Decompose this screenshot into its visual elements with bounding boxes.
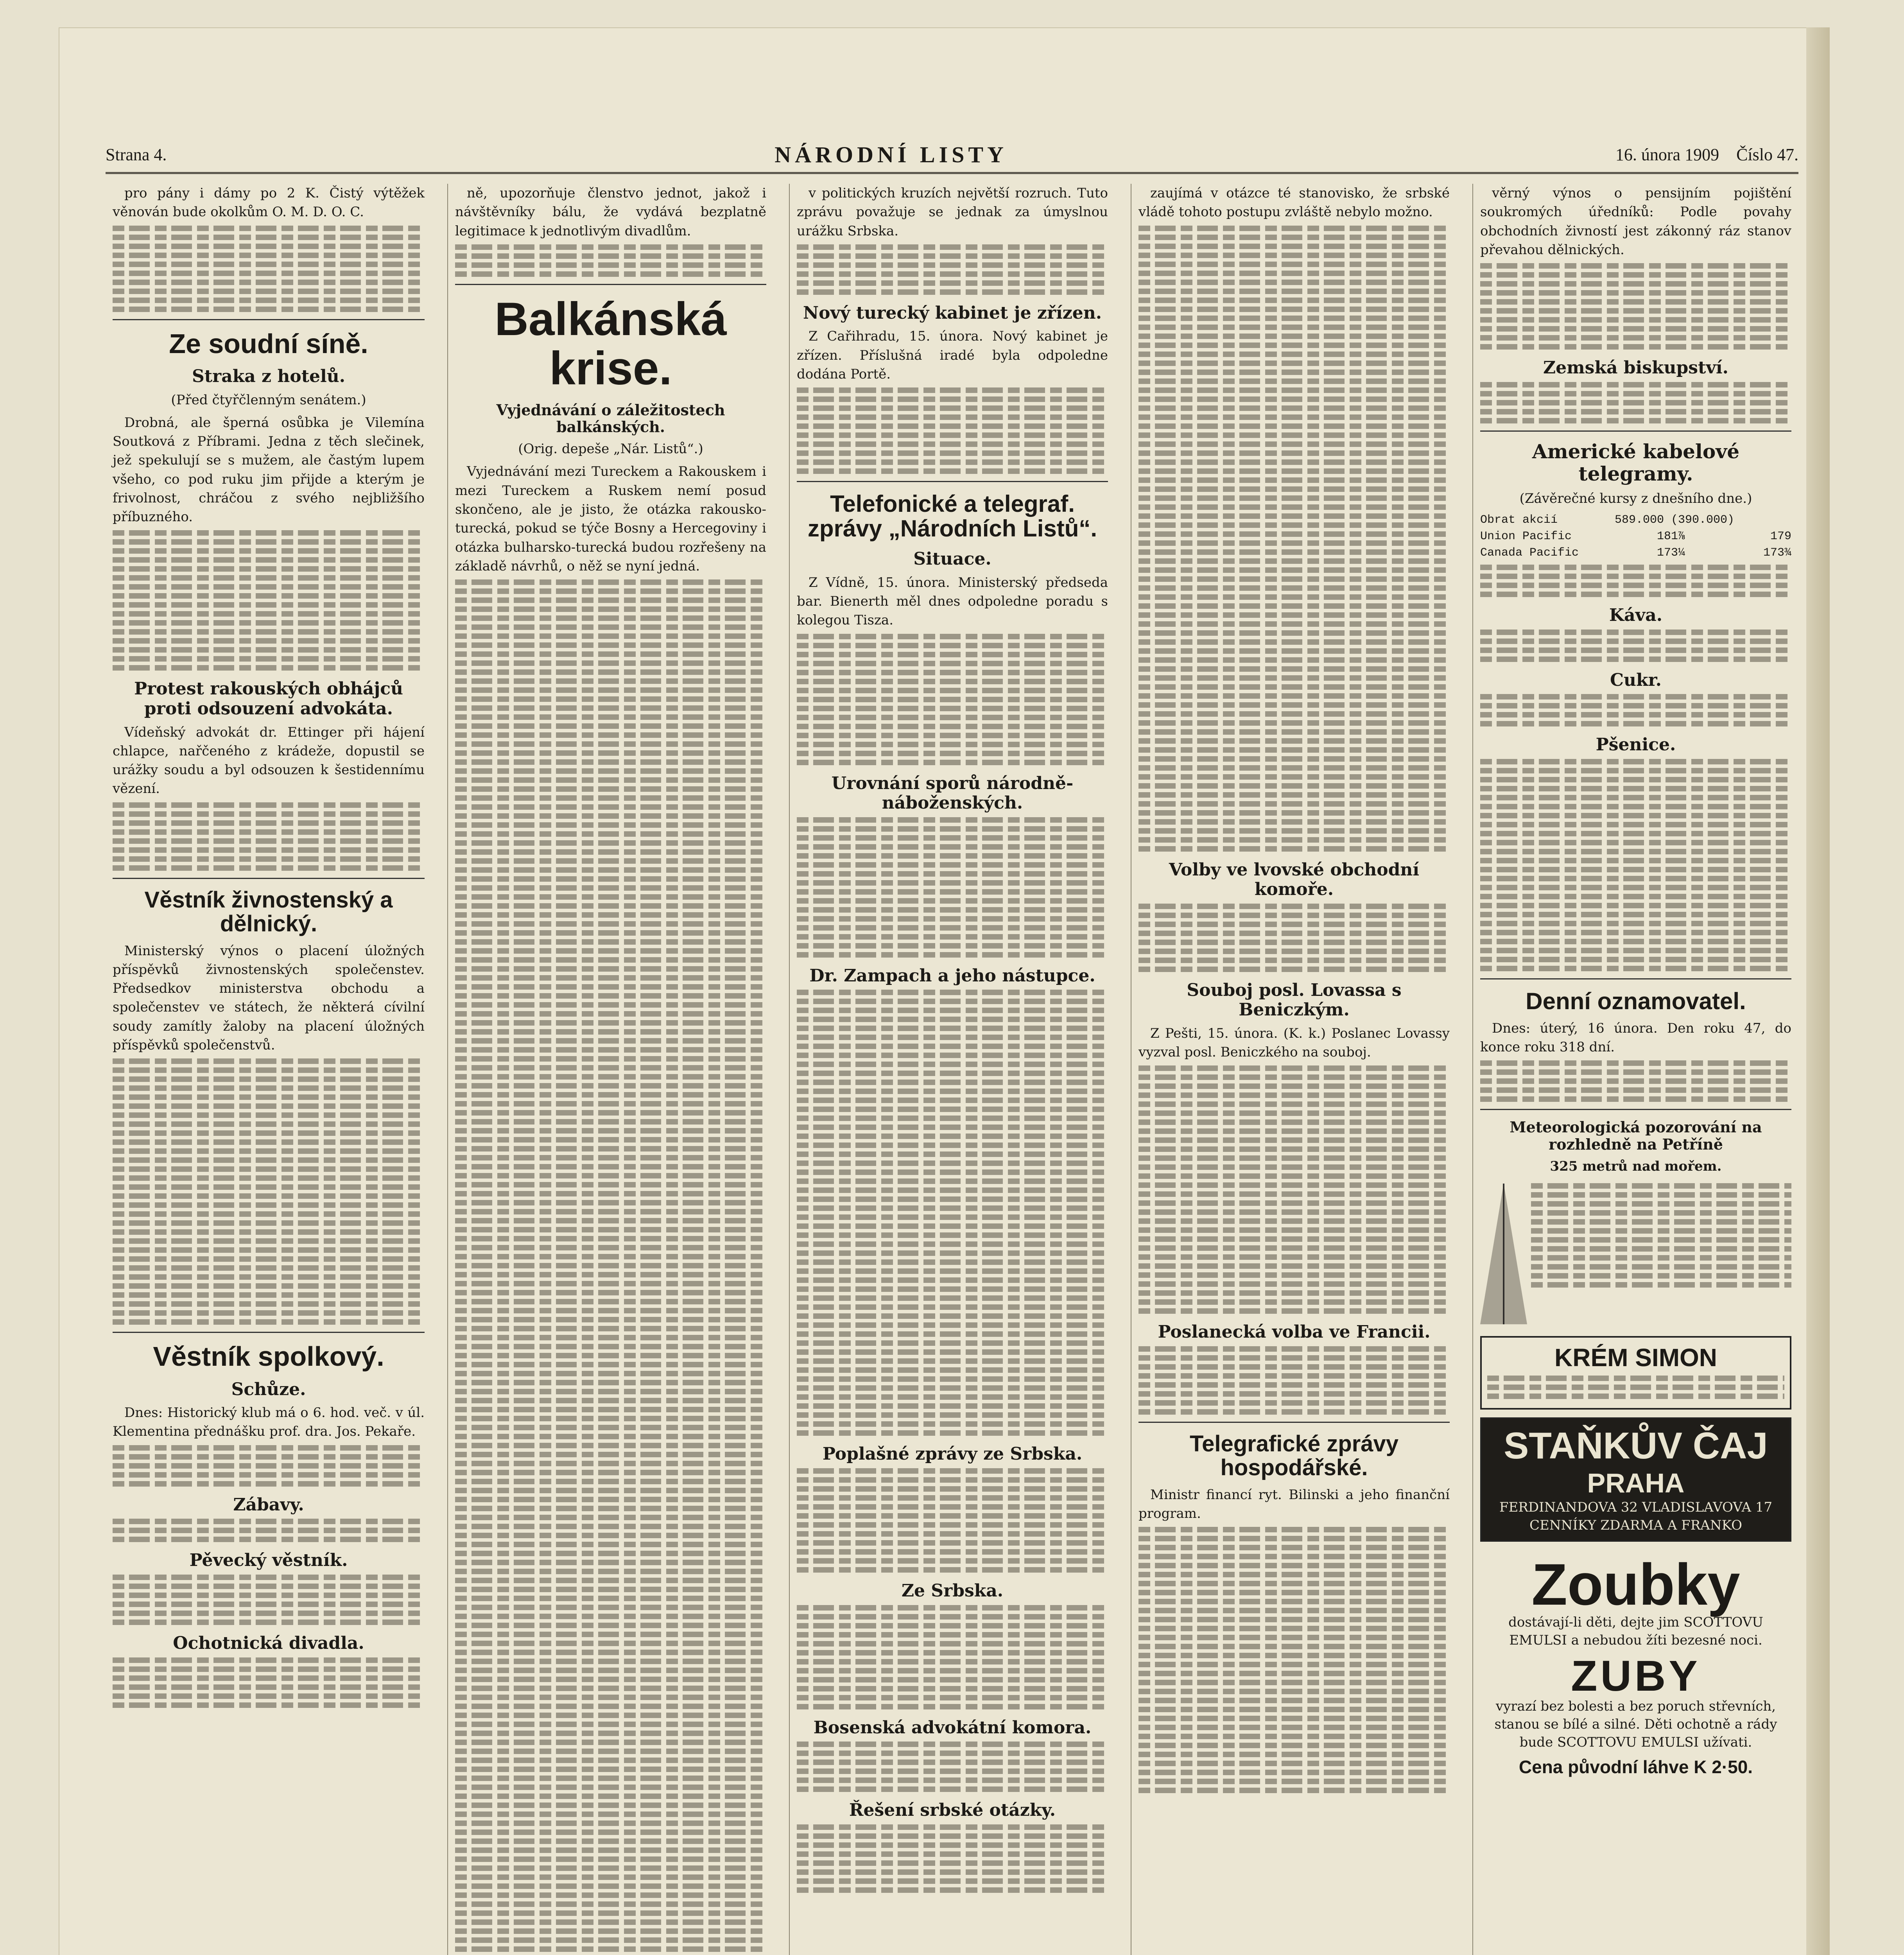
article-heading: Zábavy.: [233, 1494, 304, 1515]
article-heading: Souboj posl. Lovassa s Beniczkým.: [1187, 980, 1402, 1020]
stock-cell: 173¾: [1763, 546, 1791, 560]
article-heading: Meteorologická pozorování na rozhledně na Petříně: [1510, 1118, 1762, 1153]
article-heading: Poplašné zprávy ze Srbska.: [822, 1444, 1083, 1464]
stock-cell: 179: [1770, 529, 1791, 543]
section-heading: Ze soudní síně.: [169, 328, 368, 359]
article-text: ně, upozorňuje členstvo jednot, jakož i návštěvníky bálu, že vydává bezplatně legitimace k jednotlivým divadlům.: [455, 185, 766, 239]
issue-number: Číslo 47.: [1736, 145, 1798, 164]
article-heading: Urovnání sporů národně-náboženských.: [831, 773, 1074, 813]
article-text: Z Vídně, 15. února. Ministerský předseda bar. Bienerth měl dnes odpoledne poradu s kolegou Tisza.: [797, 574, 1108, 628]
ad-krem-simon: [1480, 1336, 1791, 1410]
article-subheading: (Závěrečné kursy z dnešního dne.): [1519, 490, 1752, 506]
article-text: Ministerský výnos o placení úložných příspěvků živnostenských společenstev. Předsedkov ministerstva obchodu a společenstev ve státech, že některá cívilní soudy zamítly žaloby na placení úložných příspěvků společenstvů.: [113, 943, 425, 1053]
article-heading: Bosenská advokátní komora.: [813, 1717, 1092, 1738]
article-text: Z Pešti, 15. února. (K. k.) Poslanec Lovassy vyzval posl. Beniczkého na souboj.: [1138, 1025, 1450, 1060]
stock-table: [1480, 512, 1791, 561]
masthead: [106, 137, 1798, 174]
ad-scottova-emulse: [1480, 1550, 1791, 1783]
article-subheading: 325 metrů nad mořem.: [1550, 1158, 1722, 1174]
ad-title: Zoubky: [1531, 1551, 1740, 1617]
article-heading: Schůze.: [231, 1379, 306, 1399]
columns: [106, 184, 1798, 1955]
article-text: Dnes: úterý, 16 února. Den roku 47, do konce roku 318 dní.: [1480, 1020, 1791, 1055]
article-heading: Pěvecký věstník.: [189, 1550, 348, 1571]
column-4: [1131, 184, 1457, 1955]
article-heading: Ochotnická divadla.: [173, 1633, 364, 1653]
section-heading: Denní oznamovatel.: [1526, 988, 1746, 1014]
article-heading: Cukr.: [1610, 670, 1662, 690]
article-heading: Straka z hotelů.: [192, 366, 346, 387]
article-text: Drobná, ale šperná osůbka je Vilemína Soutková z Příbrami. Jedna z těch slečinek, jež spekulují se s mužem, ale častým lupem všeho, co pod ruku jim přijde a kterým je frivolnost, chráčou z svého nejbližšího příbuzného.: [113, 414, 425, 525]
ad-text: dostávají-li děti, dejte jim SCOTTOVU EMULSI a nebudou žíti bezesné noci.: [1508, 1614, 1763, 1648]
article-heading: Pšenice.: [1596, 735, 1676, 755]
date-issue: [1615, 145, 1798, 165]
article-subheading: (Orig. depeše „Nár. Listů“.): [518, 441, 703, 457]
article-heading: Nový turecký kabinet je zřízen.: [803, 303, 1102, 323]
issue-date: 16. února 1909: [1615, 145, 1719, 164]
newspaper-page: [59, 27, 1830, 1955]
ad-text: vyrazí bez bolesti a bez poruch střevních, stanou se bílé a silné. Děti ochotně a rády bude SCOTTOVU EMULSI užívati.: [1494, 1699, 1777, 1751]
ad-subtitle: ZUBY: [1571, 1652, 1701, 1700]
stock-cell: Obrat akcií: [1480, 513, 1558, 527]
ad-price: Cena původní láhve K 2·50.: [1519, 1757, 1753, 1777]
article-subheading: (Před čtyřčlenným senátem.): [171, 392, 366, 408]
main-headline: Balkánská krise.: [495, 292, 727, 395]
article-text: zaujímá v otázce té stanovisko, že srbské vládě tohoto postupu zvláště nebylo možno.: [1138, 185, 1450, 220]
article-text: pro pány i dámy po 2 K. Čistý výtěžek věnován bude okolkům O. M. D. O. C.: [113, 185, 425, 220]
section-heading: Věstník spolkový.: [153, 1341, 384, 1372]
section-heading: Věstník živnostenský a dělnický.: [144, 887, 393, 936]
article-text: v politických kruzích největší rozruch. Tuto zprávu považuje se jednak za úmyslnou urážku Srbska.: [797, 185, 1108, 239]
column-2: [447, 184, 773, 1955]
column-1: [106, 184, 432, 1955]
column-3: [789, 184, 1115, 1955]
article-heading: Vyjednávání o záležitostech balkánských.: [496, 401, 725, 436]
article-heading: Americké kabelové telegramy.: [1532, 439, 1740, 486]
stock-cell: 181⅞: [1657, 529, 1685, 543]
article-heading: Poslanecká volba ve Francii.: [1158, 1322, 1431, 1342]
stock-row: [1480, 545, 1791, 561]
petrin-tower-icon: [1480, 1184, 1527, 1324]
ad-city: PRAHA: [1587, 1467, 1685, 1498]
stock-cell: Union Pacific: [1480, 529, 1572, 543]
article-heading: Řešení srbské otázky.: [849, 1800, 1056, 1820]
ad-catalogue: CENNÍKY ZDARMA A FRANKO: [1529, 1517, 1742, 1533]
article-heading: Volby ve lvovské obchodní komoře.: [1169, 859, 1420, 900]
article-text: věrný výnos o pensijním pojištění soukromých úředníků: Podle povahy obchodních živností jest zákonný ráz stanov převahou dělnických.: [1480, 185, 1791, 258]
stock-cell: 589.000 (390.000): [1614, 513, 1735, 527]
article-heading: Káva.: [1609, 605, 1663, 625]
article-text: Ministr financí ryt. Bilinski a jeho finanční program.: [1138, 1487, 1450, 1522]
page-edge: [1806, 27, 1830, 1955]
article-text: Z Cařihradu, 15. února. Nový kabinet je zřízen. Příslušná iradé byla odpoledne dodána Portě.: [797, 328, 1108, 382]
stock-row: [1480, 528, 1791, 545]
ad-title: KRÉM SIMON: [1554, 1343, 1717, 1372]
section-heading: Telegrafické zprávy hospodářské.: [1189, 1431, 1399, 1480]
stock-cell: Canada Pacific: [1480, 546, 1579, 560]
article-heading: Situace.: [913, 549, 991, 569]
stock-cell: 173¼: [1657, 546, 1685, 560]
ad-stankuv-caj: [1480, 1417, 1791, 1542]
article-heading: Ze Srbska.: [901, 1580, 1004, 1601]
ad-title: STAŇKŮV ČAJ: [1504, 1424, 1768, 1467]
meteo-block: [1480, 1180, 1791, 1328]
article-text: Vídeňský advokát dr. Ettinger při hájení chlapce, nařčeného z krádeže, dopustil se urážky soudu a byl odsouzen k šestidennímu vězení.: [113, 724, 425, 797]
column-5: [1472, 184, 1798, 1955]
article-heading: Zemská biskupství.: [1543, 358, 1728, 378]
article-text: Vyjednávání mezi Tureckem a Rakouskem i mezi Tureckem a Ruskem nemí posud skončeno, ale je jisto, že otázka rakousko-turecká, pokud se týče Bosny a Hercegoviny i otázka bulharsko-turecká budou rozřešeny na základě návrhů, o něž se nyní jedná.: [455, 464, 766, 574]
ad-address: FERDINANDOVA 32 VLADISLAVOVA 17: [1499, 1499, 1773, 1515]
newspaper-title: NÁRODNÍ LISTY: [775, 142, 1008, 167]
article-text: Dnes: Historický klub má o 6. hod. več. v úl. Klementina přednášku prof. dra. Jos. Pekaře.: [113, 1405, 425, 1440]
stock-row: [1480, 512, 1791, 528]
article-heading: Protest rakouských obhájců proti odsouzení advokáta.: [134, 679, 403, 719]
page-number: Strana 4.: [106, 145, 167, 164]
article-heading: Dr. Zampach a jeho nástupce.: [809, 965, 1095, 986]
section-heading: Telefonické a telegraf. zprávy „Národních Listů“.: [807, 491, 1097, 542]
